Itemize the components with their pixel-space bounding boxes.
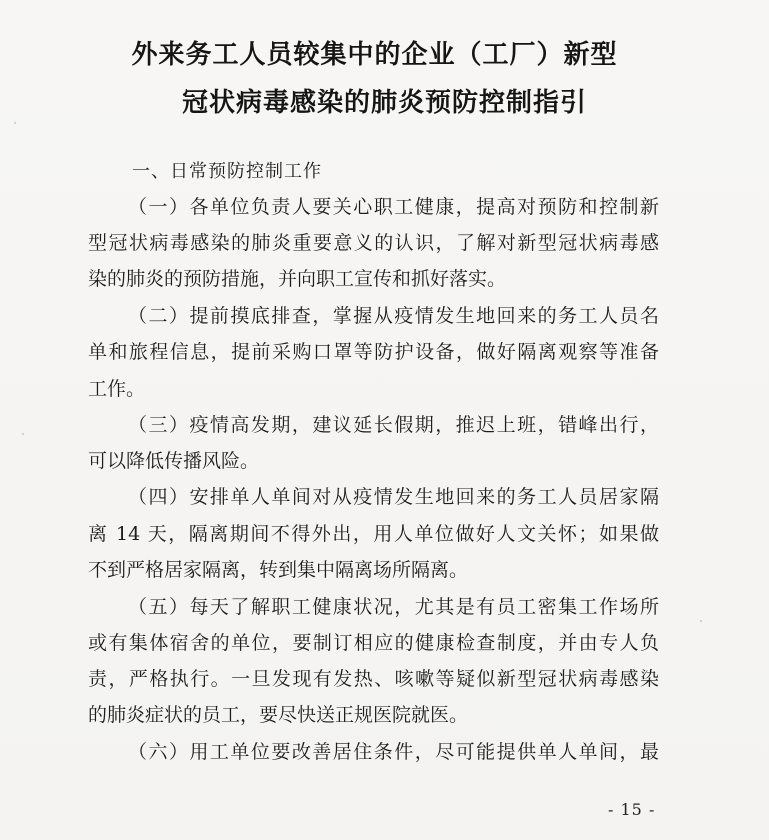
paragraph-line: 染的肺炎的预防措施，并向职工宣传和抓好落实。: [88, 268, 507, 290]
document-title-line-2: 冠状病毒感染的肺炎预防控制指引: [181, 88, 587, 118]
paragraph-line: 离 14 天，隔离期间不得外出，用人单位做好人文关怀；如果做: [88, 523, 659, 545]
page-number: - 15 -: [608, 800, 656, 819]
scan-speck: [22, 433, 24, 435]
paragraph-line: （一）各单位负责人要关心职工健康，提高对预防和控制新: [128, 196, 659, 218]
paragraph-line: 或有集体宿舍的单位，要制订相应的健康检查制度，并由专人负: [88, 632, 659, 654]
paragraph-line: 的肺炎症状的员工，要尽快送正规医院就医。: [88, 704, 469, 726]
paragraph-line: 不到严格居家隔离，转到集中隔离场所隔离。: [88, 559, 469, 581]
paragraph-line: （六）用工单位要改善居住条件，尽可能提供单人单间，最: [128, 741, 659, 763]
scan-speck: [14, 122, 16, 124]
document-title-line-1: 外来务工人员较集中的企业（工厂）新型: [131, 40, 618, 70]
paragraph-line: 单和旅程信息，提前采购口罩等防护设备，做好隔离观察等准备: [88, 341, 659, 363]
paragraph-line: 工作。: [88, 378, 146, 400]
paragraph-line: （四）安排单人单间对从疫情发生地回来的务工人员居家隔: [128, 486, 659, 508]
paragraph-line: （二）提前摸底排查，掌握从疫情发生地回来的务工人员名: [128, 305, 659, 327]
scan-speck: [700, 620, 702, 622]
paragraph-line: （三）疫情高发期，建议延长假期，推迟上班，错峰出行，: [128, 414, 659, 436]
paragraph-line: 可以降低传播风险。: [88, 450, 260, 472]
section-heading: 一、日常预防控制工作: [132, 161, 322, 182]
paragraph-line: 型冠状病毒感染的肺炎重要意义的认识，了解对新型冠状病毒感: [88, 232, 659, 254]
paragraph-line: （五）每天了解职工健康状况，尤其是有员工密集工作场所: [128, 596, 659, 618]
paragraph-line: 责，严格执行。一旦发现有发热、咳嗽等疑似新型冠状病毒感染: [88, 668, 659, 690]
